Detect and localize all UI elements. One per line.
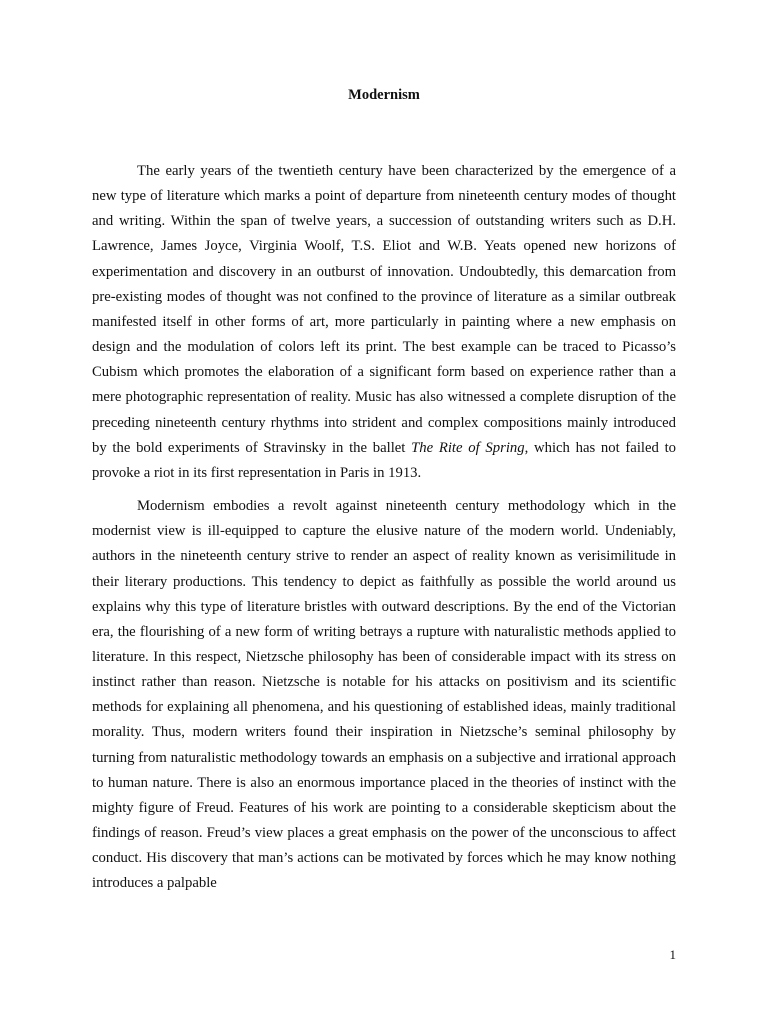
document-title: Modernism bbox=[348, 87, 420, 103]
paragraph-2: Modernism embodies a revolt against nineteenth century methodology which in the modernist view is ill-equipped to capture the elusive nature of the modern world. Undeniably, authors in the nineteenth century strive to render an aspect of reality known as verisimilitude in their literary productions. This tendency to depict as faithfully as possible the world around us explains why this type of literature bristles with outward descriptions. By the end of the Victorian era, the flourishing of a new form of writing betrays a rupture with naturalistic methods applied to literature. In this respect, Nietzsche philosophy has been of considerable impact with its stress on instinct rather than reason. Nietzsche is notable for his attacks on positivism and its scientific methods for explaining all phenomena, and his questioning of established ideas, mainly traditional morality. Thus, modern writers found their inspiration in Nietzsche’s seminal philosophy by turning from naturalistic methodology towards an emphasis on a subjective and irrational approach to human nature. There is also an enormous importance placed in the theories of instinct with the mighty figure of Freud. Features of his work are pointing to a considerable skepticism about the findings of reason. Freud’s view places a great emphasis on the power of the unconscious to affect conduct. His discovery that man’s actions can be motivated by forces which he may know nothing introduces a palpable bbox=[92, 498, 676, 892]
page-number: 1 bbox=[669, 947, 676, 962]
paragraph-1 bbox=[92, 159, 676, 486]
paragraph-1-text-end: , which has not failed to provoke a riot in its first representation in Paris in 1913. bbox=[92, 439, 676, 481]
document-body bbox=[92, 159, 676, 897]
work-title-italic: The Rite of Spring bbox=[411, 439, 525, 456]
paragraph-1-text: The early years of the twentieth century have been characterized by the emergence of a new type of literature which marks a point of departure from nineteenth century modes of thought and writing. Within the span of twelve years, a succession of outstanding writers such as D.H. Lawrence, James Joyce, Virginia Woolf, T.S. Eliot and W.B. Yeats opened new horizons of experimentation and discovery in an outburst of innovation. Undoubtedly, this demarcation from pre-existing modes of thought was not confined to the province of literature as a similar outbreak manifested itself in other forms of art, more particularly in painting where a new emphasis on design and the modulation of colors left its print. The best example can be traced to Picasso’s Cubism which promotes the elaboration of a significant form based on experience rather than a mere photographic representation of reality. Music has also witnessed a complete disruption of the preceding nineteenth century rhythms into strident and complex compositions mainly introduced by the bold experiments of Stravinsky in the ballet bbox=[92, 163, 676, 456]
